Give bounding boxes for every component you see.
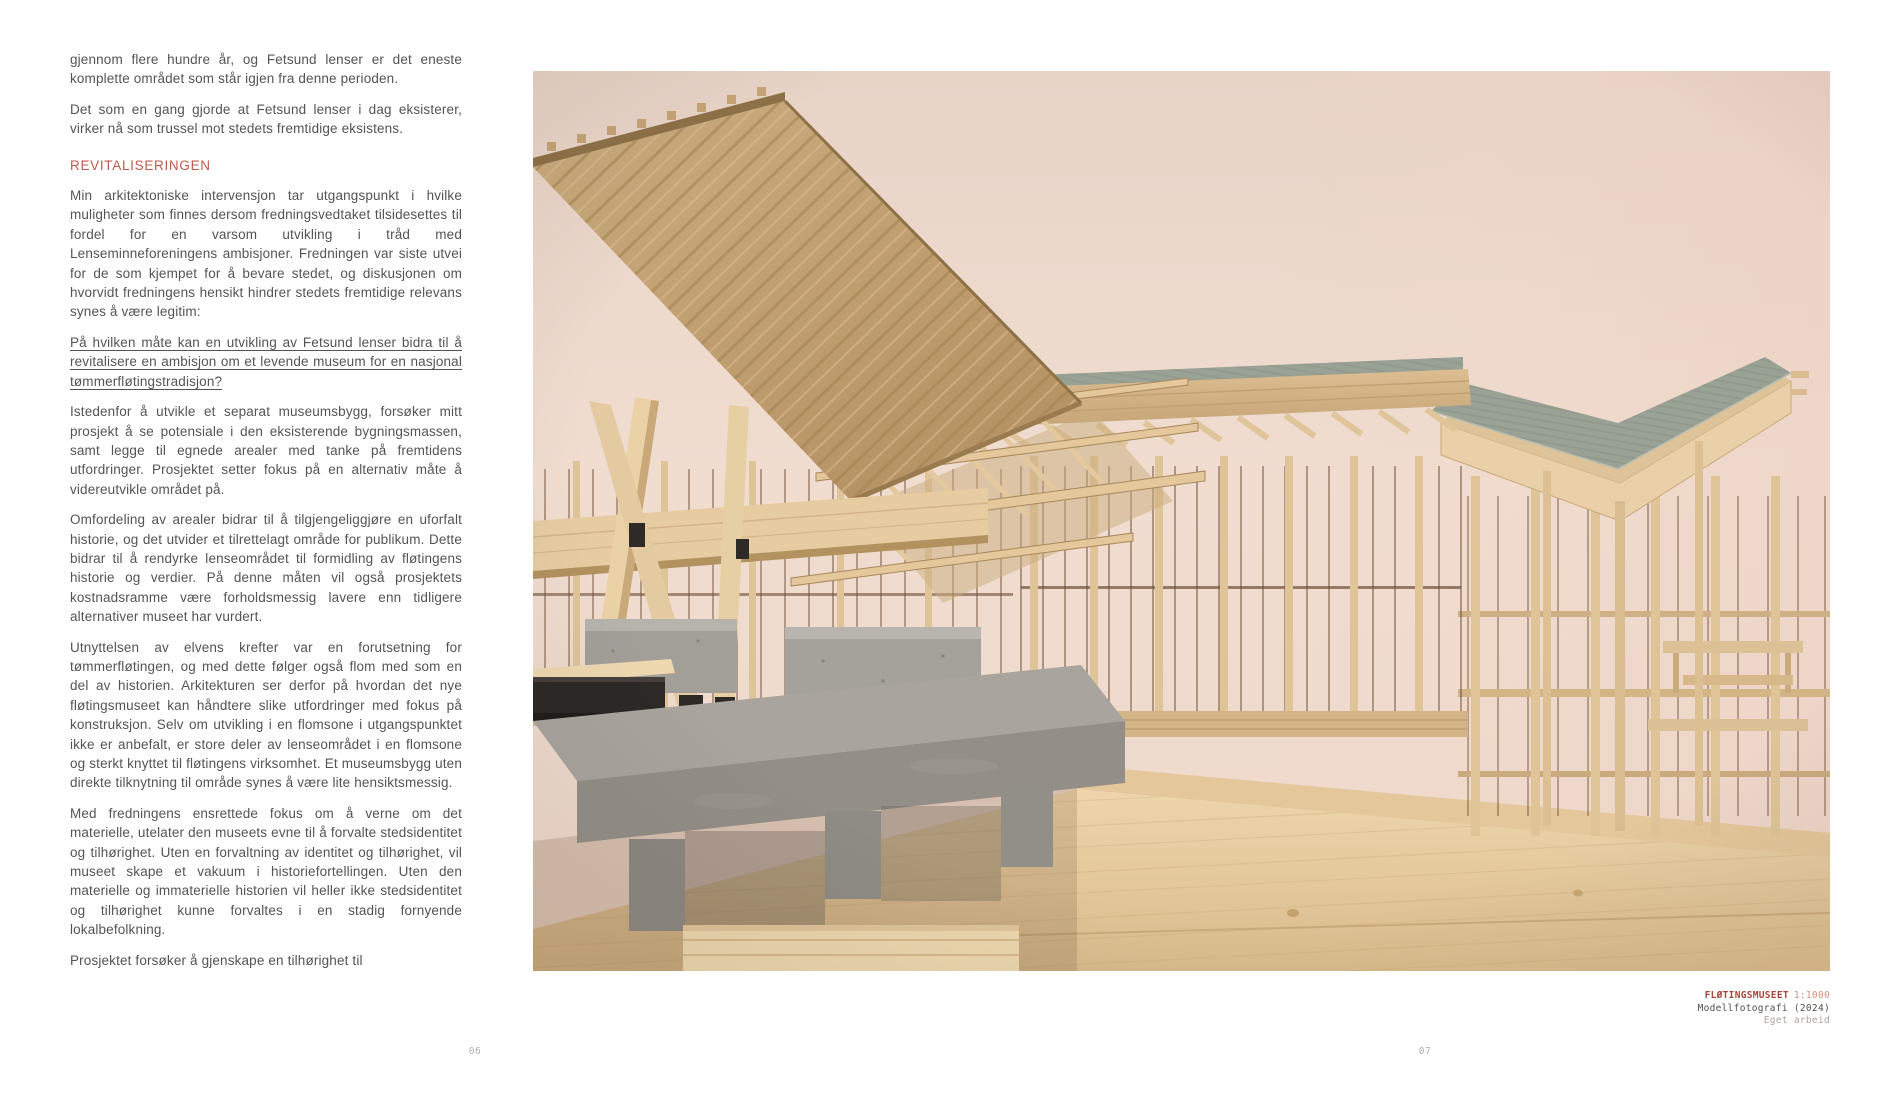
text-column: [70, 50, 462, 981]
caption-line-1: [1698, 990, 1830, 1003]
caption-subtitle: Modellfotografi (2024): [1697, 1002, 1830, 1014]
caption-scale: 1:1000: [1793, 990, 1830, 1001]
paragraph: gjennom flere hundre år, og Fetsund lenser er det eneste komplette området som står igjen fra denne perioden.: [70, 52, 462, 87]
page-number-left: 06: [468, 1046, 482, 1057]
paragraph: Med fredningens ensrettede fokus om å verne om det materielle, utelater den museets evne til å forvalte stedsidentitet og tilhørighet. Uten en forvaltning av identitet og tilhørighet, vil museet skape et vakuum i historiefortellingen. Uten den materielle og immaterielle historien vil heller ikke stedsidentitet og tilhørighet kunne forvaltes i en stadig fornyende lokalbefolkning.: [70, 805, 462, 938]
section-heading: REVITALISERINGEN: [70, 157, 211, 173]
paragraph: Min arkitektoniske intervensjon tar utgangspunkt i hvilke muligheter som finnes dersom fredningsvedtaket tilsidesettes til fordel for en varsom utvikling i tråd med Lenseminneforeningens ambisjoner. Fredningen var siste utvei for de som kjempet for å bevare stedet, og diskusjonen om hvorvidt fredningens hensikt hindrer stedets fremtidige relevans synes å være legitim:: [70, 188, 462, 320]
page-number-right: 07: [1418, 1046, 1432, 1057]
photo-vignette: [533, 71, 1830, 971]
caption-title: FLØTINGSMUSEET: [1704, 990, 1789, 1001]
model-photograph: [533, 71, 1830, 971]
paragraph: Omfordeling av arealer bidrar til å tilgjengeliggjøre en uforfalt historie, og det utvider et tilrettelagt område for publikum. Dette bidrar til å rendyrke lenseområdet til formidling av fløtingens historie og verdier. På denne måten vil også prosjektets kostnadsramme være forholdsmessig lavere enn tidligere alternativer museet har vurdert.: [70, 512, 462, 625]
research-question: På hvilken måte kan en utvikling av Fetsund lenser bidra til å revitalisere en ambisjon om et levende museum for en nasjonal tømmerfløtingstradisjon?: [70, 334, 462, 389]
model-photo-illustration: [533, 71, 1830, 971]
paragraph: Det som en gang gjorde at Fetsund lenser i dag eksisterer, virker nå som trussel mot stedets fremtidige eksistens.: [70, 101, 462, 137]
figure-caption: [1698, 990, 1830, 1028]
caption-credit: Eget arbeid: [1763, 1015, 1830, 1026]
paragraph: Prosjektet forsøker å gjenskape en tilhørighet til: [70, 952, 363, 968]
paragraph: Utnyttelsen av elvens krefter var en forutsetning for tømmerfløtingen, og med dette følger også flom med som en del av historien. Arkitekturen ser derfor på hvordan det nye fløtingsmuseet kan håndtere slike utfordringer med fokus på konstruksjon. Selv om utvikling i en flomsone i utgangspunktet ikke er anbefalt, er store deler av lenseområdet i en flomsone og sterkt knyttet til fløtingens virksomhet. Et museumsbygg uten direkte tilknytning til område synes å være lite hensiktsmessig.: [70, 639, 462, 791]
paragraph: Istedenfor å utvikle et separat museumsbygg, forsøker mitt prosjekt å se potensiale i den eksisterende bygningsmassen, samt legge til egnede arealer med tanke på fremtidens utfordringer. Prosjektet setter fokus på en alternativ måte å videreutvikle området på.: [70, 404, 462, 497]
